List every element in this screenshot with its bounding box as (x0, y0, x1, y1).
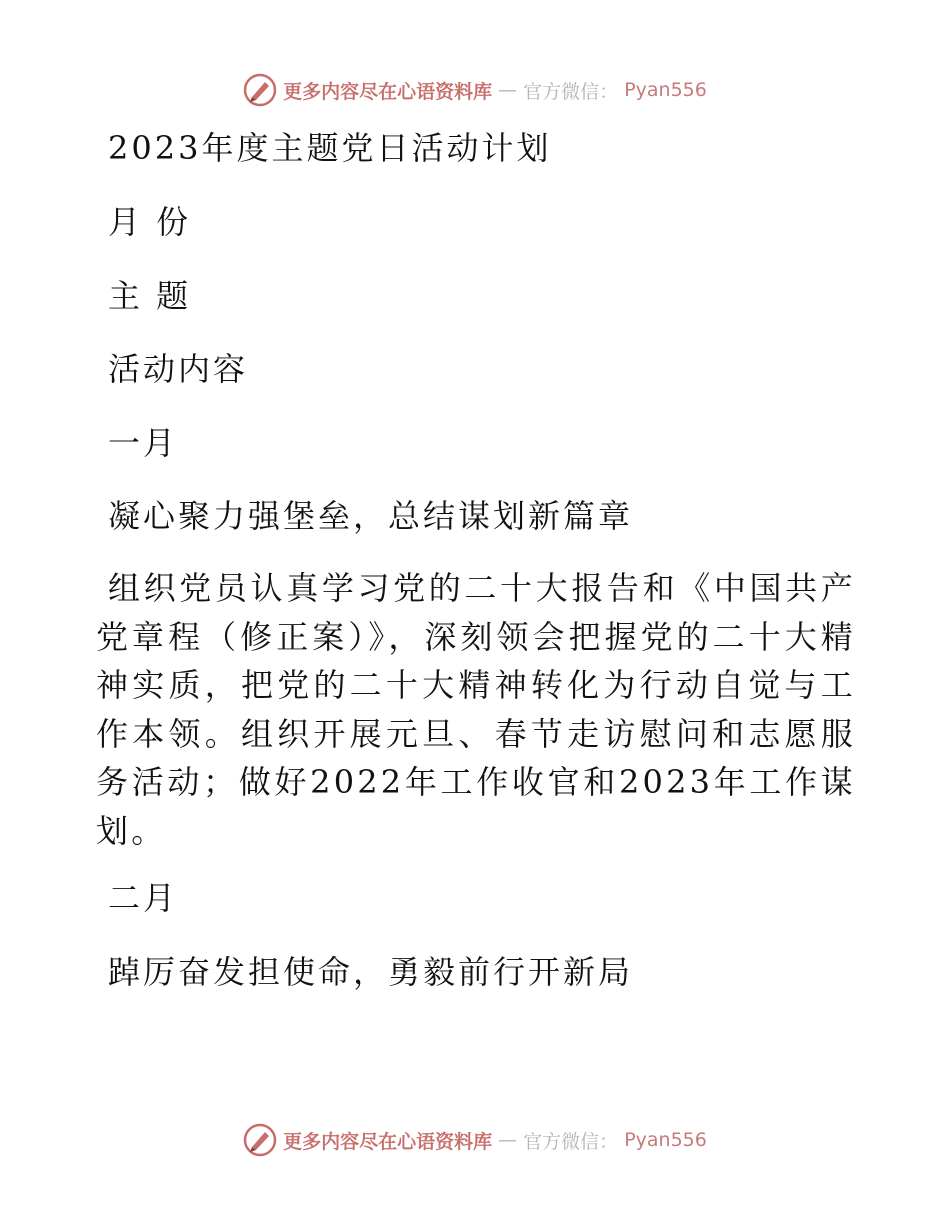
watermark-header (0, 70, 950, 110)
february-month: 二月 (108, 879, 179, 917)
january-theme: 凝心聚力强堡垒，总结谋划新篇章 (108, 497, 634, 535)
header-content: 活动内容 (108, 350, 249, 388)
january-content: 组织党员认真学习党的二十大报告和《中国共产党章程（修正案）》，深刻领会把握党的二十大精神实质，把党的二十大精神转化为行动自觉与工作本领。组织开展元旦、春节走访慰问和志愿服务活动；做好2022年工作收官和2023年工作谋划。 (96, 569, 856, 850)
january-month: 一月 (108, 424, 179, 462)
watermark-text: 更多内容尽在心语资料库 (283, 80, 493, 103)
watermark-footer (0, 1120, 950, 1160)
document-title: 2023年度主题党日活动计划 (108, 129, 552, 167)
watermark-wechat-id: Pyan556 (624, 79, 707, 101)
watermark-separator: — (498, 1129, 518, 1151)
header-theme: 主 题 (108, 277, 192, 315)
header-month: 月 份 (108, 203, 192, 241)
watermark-wechat-label: 官方微信： (523, 80, 619, 103)
watermark-separator: — (498, 79, 518, 101)
pen-logo-icon (243, 1123, 277, 1157)
february-theme: 踔厉奋发担使命，勇毅前行开新局 (108, 953, 634, 991)
watermark-text: 更多内容尽在心语资料库 (283, 1130, 493, 1153)
watermark-wechat-label: 官方微信： (523, 1130, 619, 1153)
pen-logo-icon (243, 73, 277, 107)
watermark-wechat-id: Pyan556 (624, 1129, 707, 1151)
